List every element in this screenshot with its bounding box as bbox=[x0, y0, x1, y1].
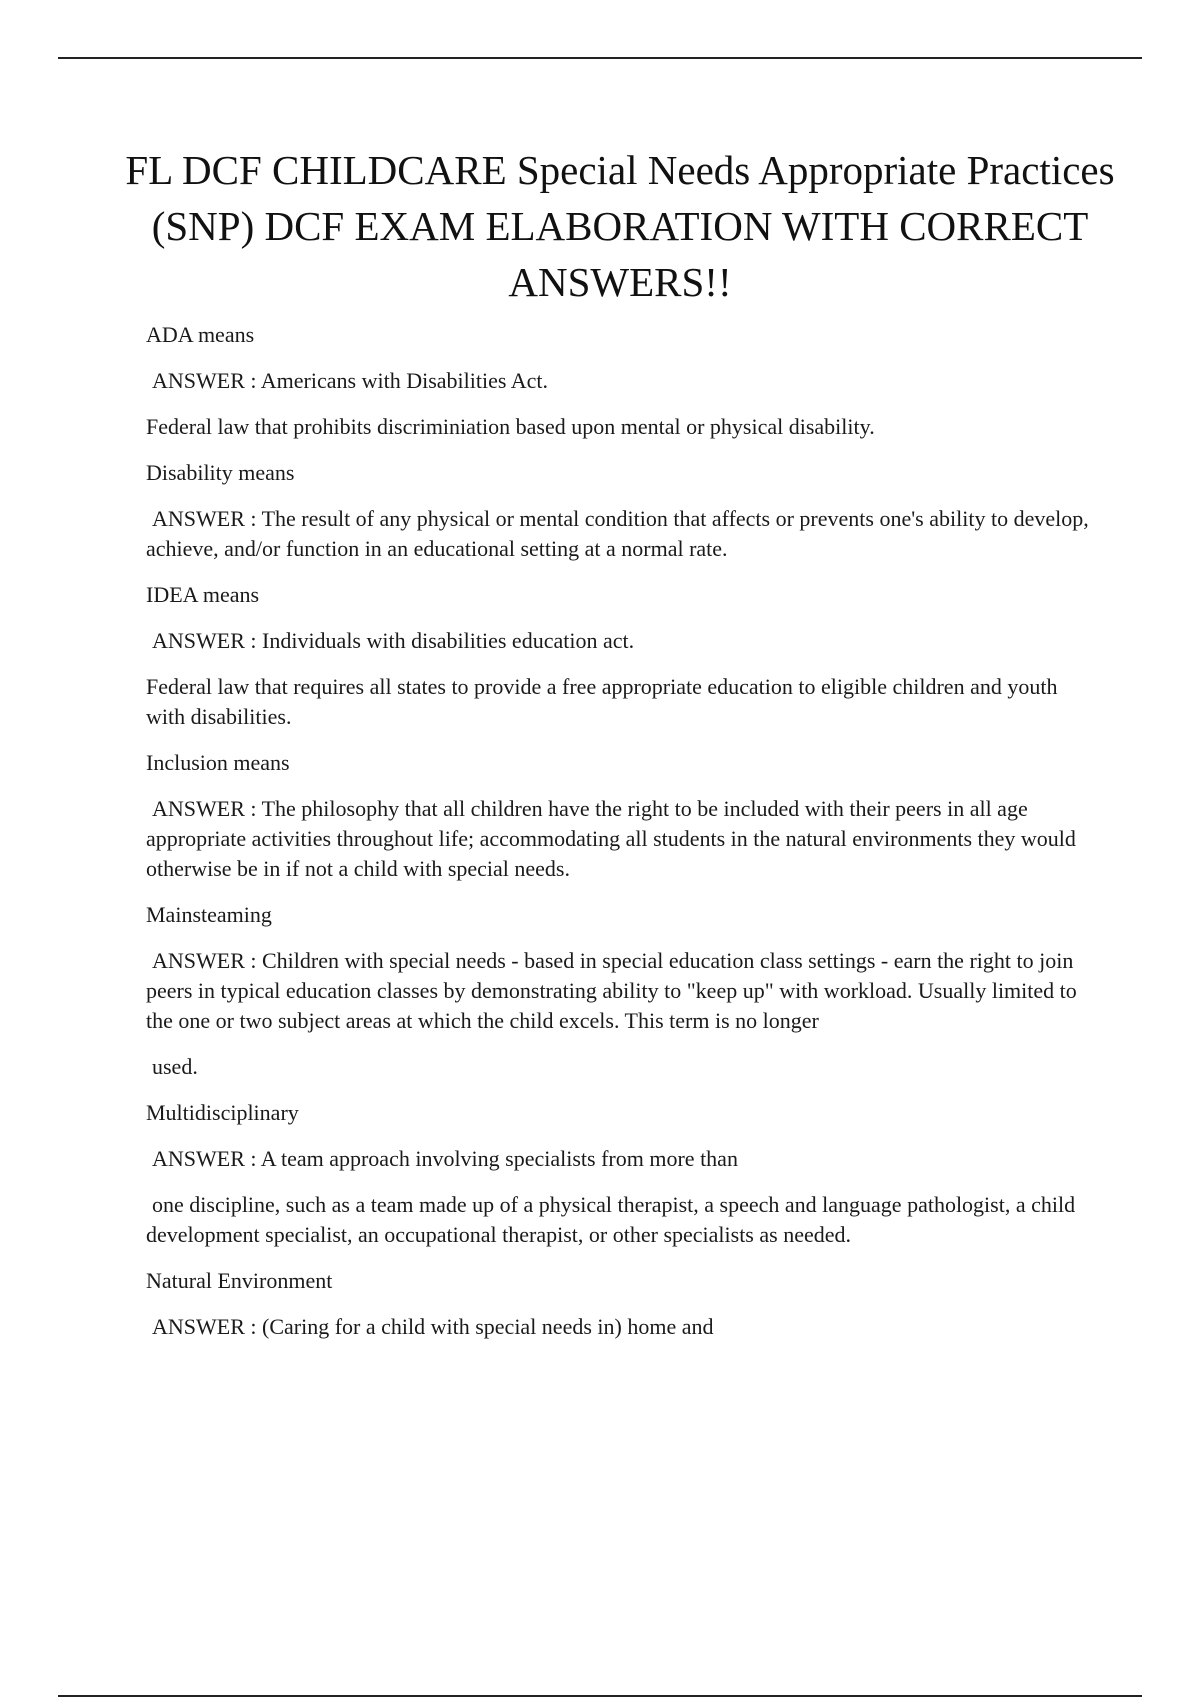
answer-inclusion: ANSWER : The philosophy that all children have the right to be included with their peers in all age appropriate activities throughout life; accommodating all students in the natural environments they would otherwise be in if not a child with special needs. bbox=[146, 796, 1076, 881]
answer-ada: ANSWER : Americans with Disabilities Act. bbox=[152, 368, 548, 393]
term-inclusion: Inclusion means bbox=[146, 750, 290, 775]
answer-multidisciplinary-continued: one discipline, such as a team made up of a physical therapist, a speech and language pathologist, a child development specialist, an occupational therapist, or other specialists as needed. bbox=[146, 1192, 1076, 1247]
term-ada: ADA means bbox=[146, 322, 255, 347]
term-mainstreaming: Mainsteaming bbox=[146, 902, 272, 927]
term-multidisciplinary: Multidisciplinary bbox=[146, 1100, 299, 1125]
definition-idea: Federal law that requires all states to provide a free appropriate education to eligible children and youth with disabilities. bbox=[146, 674, 1058, 729]
document-body bbox=[146, 320, 1096, 1358]
term-natural-environment: Natural Environment bbox=[146, 1268, 333, 1293]
term-idea: IDEA means bbox=[146, 582, 260, 607]
answer-multidisciplinary: ANSWER : A team approach involving specialists from more than bbox=[152, 1146, 738, 1171]
bottom-divider bbox=[58, 1695, 1142, 1697]
document-title: FL DCF CHILDCARE Special Needs Appropriate Practices (SNP) DCF EXAM ELABORATION WITH CORRECT ANSWERS!! bbox=[125, 147, 1115, 305]
answer-mainstreaming: ANSWER : Children with special needs - based in special education class settings - earn the right to join peers in typical education classes by demonstrating ability to "keep up" with workload. Usually limited to the one or two subject areas at which the child excels. This term is no longer bbox=[146, 948, 1077, 1033]
answer-disability: ANSWER : The result of any physical or mental condition that affects or prevents one's ability to develop, achieve, and/or function in an educational setting at a normal rate. bbox=[146, 506, 1089, 561]
answer-idea: ANSWER : Individuals with disabilities education act. bbox=[152, 628, 635, 653]
term-disability: Disability means bbox=[146, 460, 295, 485]
definition-ada: Federal law that prohibits discriminiation based upon mental or physical disability. bbox=[146, 414, 875, 439]
answer-natural-environment: ANSWER : (Caring for a child with special needs in) home and bbox=[152, 1314, 714, 1339]
answer-mainstreaming-continued: used. bbox=[152, 1054, 198, 1079]
top-divider bbox=[58, 57, 1142, 59]
